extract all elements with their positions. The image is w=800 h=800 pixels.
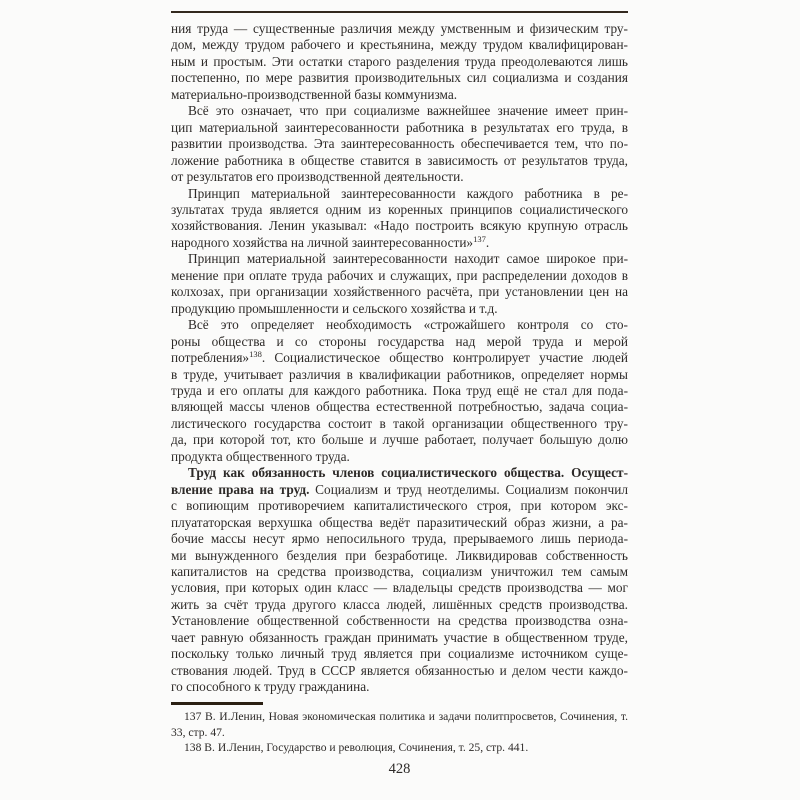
text-line bbox=[171, 136, 628, 152]
text-line bbox=[171, 449, 628, 465]
text-line bbox=[171, 613, 628, 629]
text-segment: труда и его оплаты для каждого работника. Пока труд ещё не стал для пода- bbox=[171, 382, 628, 398]
text-segment: го способного к труду гражданина. bbox=[171, 679, 370, 695]
text-line bbox=[171, 169, 628, 185]
text-line bbox=[171, 531, 628, 547]
text-segment: дом, между трудом рабочего и крестьянина, между трудом квалифицирован- bbox=[171, 37, 628, 53]
text-line bbox=[171, 630, 628, 646]
text-line bbox=[171, 350, 628, 366]
text-segment: зультатах труда является одним из коренных принципов социалистического bbox=[171, 201, 628, 217]
text-line bbox=[171, 663, 628, 679]
text-line bbox=[171, 284, 628, 300]
text-line bbox=[171, 548, 628, 564]
text-line bbox=[171, 153, 628, 169]
text-segment: . bbox=[485, 234, 490, 250]
text-line bbox=[171, 383, 628, 399]
text-line bbox=[171, 564, 628, 580]
bold-run-in-heading: вление права на труд. bbox=[171, 481, 310, 497]
text-line bbox=[171, 498, 628, 514]
text-line bbox=[171, 432, 628, 448]
footnote-ref: 138 bbox=[249, 349, 262, 360]
text-line bbox=[171, 87, 628, 103]
body-text bbox=[171, 21, 628, 696]
text-line bbox=[171, 334, 628, 350]
text-line bbox=[171, 597, 628, 613]
text-line bbox=[171, 235, 628, 251]
paragraph bbox=[171, 103, 628, 185]
page-footer bbox=[171, 702, 628, 778]
text-segment: поскольку только личный труд является при социализме источником суще- bbox=[171, 646, 628, 662]
text-segment: Принцип материальной заинтересованности каждого работника в ре- bbox=[188, 185, 628, 201]
text-segment: в труде, учитывает различия в квалификации работников, определяет нормы bbox=[171, 366, 628, 382]
text-segment: менение при оплате труда рабочих и служащих, при распределении доходов в bbox=[171, 267, 628, 283]
page-number: 428 bbox=[388, 760, 411, 777]
text-segment: продукта общественного труда. bbox=[171, 448, 350, 464]
paragraph bbox=[171, 186, 628, 252]
text-line bbox=[171, 21, 628, 37]
text-line bbox=[171, 416, 628, 432]
text-line bbox=[171, 317, 628, 333]
text-segment: ми вынужденного безделия при безработице. Ликвидировав собственность bbox=[171, 547, 628, 563]
text-line bbox=[171, 399, 628, 415]
text-segment: развитии производства. Эта заинтересованность обеспечивается тем, что по- bbox=[171, 136, 628, 152]
text-line bbox=[171, 301, 628, 317]
text-line bbox=[171, 515, 628, 531]
text-line bbox=[171, 202, 628, 218]
text-segment: ным и простым. Эти остатки старого разделения труда преодолеваются лишь bbox=[171, 53, 628, 69]
text-column bbox=[171, 0, 628, 800]
text-segment: Установление общественной собственности на средства производства озна- bbox=[171, 613, 628, 629]
text-segment: материально-производственной базы коммунизма. bbox=[171, 86, 458, 102]
text-line bbox=[171, 465, 628, 481]
text-segment: Принцип материальной заинтересованности находит самое широкое при- bbox=[188, 251, 628, 267]
paragraph bbox=[171, 21, 628, 103]
paragraph bbox=[171, 251, 628, 317]
text-segment: цип материальной заинтересованности работника в результатах его труда, в bbox=[171, 119, 628, 135]
text-segment: колхозах, при организации хозяйственного расчёта, при установлении цен на bbox=[171, 284, 628, 300]
text-line bbox=[171, 103, 628, 119]
text-line bbox=[171, 218, 628, 234]
header-rule bbox=[171, 11, 628, 13]
text-segment: роны общества и со стороны государства над мерой труда и мерой bbox=[171, 333, 628, 349]
footnote-line: 138 В. И.Ленин, Государство и революция, Сочинения, т. 25, стр. 441. bbox=[184, 741, 529, 755]
text-line bbox=[171, 646, 628, 662]
text-line bbox=[171, 54, 628, 70]
text-segment: от результатов его производственной деятельности. bbox=[171, 169, 464, 185]
text-segment: ния труда — существенные различия между умственным и физическим тру- bbox=[171, 21, 628, 36]
text-line bbox=[171, 37, 628, 53]
text-segment: ложение работника в обществе ставится в зависимость от результатов труда, bbox=[171, 152, 628, 168]
text-segment: постепенно, по мере развития производительных сил социализма и создания bbox=[171, 70, 628, 86]
text-segment: с вопиющим противоречием капиталистического строя, при котором экс- bbox=[171, 498, 628, 514]
text-segment: продукцию промышленности и сельского хозяйства и т.д. bbox=[171, 300, 498, 316]
text-segment: Всё это означает, что при социализме важнейшее значение имеет прин- bbox=[188, 103, 628, 119]
text-segment: капиталистов на средства производства, социализм уничтожил тем самым bbox=[171, 563, 628, 579]
bold-run-in-heading: Труд как обязанность членов социалистического общества. Осущест- bbox=[188, 465, 628, 481]
footnote-rule bbox=[171, 702, 263, 705]
text-segment: народного хозяйства на личной заинтересованности» bbox=[171, 234, 474, 250]
footnote-ref: 137 bbox=[473, 233, 486, 244]
text-segment: листического государства состоит в такой организации общественного тру- bbox=[171, 415, 628, 431]
footnote-line: 137 В. И.Ленин, Новая экономическая политика и задачи политпросветов, Сочинения, т. bbox=[184, 710, 628, 723]
text-segment: Всё это определяет необходимость «строжайшего контроля со сто- bbox=[188, 317, 628, 333]
text-line bbox=[171, 251, 628, 267]
footnote-line: 33, стр. 47. bbox=[171, 725, 225, 739]
text-segment: ствования людей. Труд в СССР является обязанностью и делом чести каждо- bbox=[171, 662, 628, 678]
paragraph bbox=[171, 465, 628, 695]
text-line bbox=[171, 120, 628, 136]
text-line bbox=[171, 186, 628, 202]
text-line bbox=[171, 268, 628, 284]
text-segment: . Социалистическое общество контролирует участие людей bbox=[261, 350, 628, 366]
text-line bbox=[171, 70, 628, 86]
text-segment: потребления» bbox=[171, 350, 250, 366]
footnotes bbox=[171, 709, 628, 756]
text-line bbox=[171, 580, 628, 596]
text-segment: Социализм и труд неотделимы. Социализм покончил bbox=[309, 481, 628, 497]
text-segment: вляющей массы членов общества естественной потребностью, задача социа- bbox=[171, 399, 628, 415]
text-line bbox=[171, 367, 628, 383]
text-segment: жить за счёт труда другого класса людей, лишённых средств производства. bbox=[171, 596, 628, 612]
text-line bbox=[171, 482, 628, 498]
text-segment: хозяйствования. Ленин указывал: «Надо построить всякую крупную отрасль bbox=[171, 218, 628, 234]
paragraph bbox=[171, 317, 628, 465]
text-line bbox=[171, 679, 628, 695]
text-segment: да, при которой тот, кто больше и лучше работает, получает большую долю bbox=[171, 432, 628, 448]
text-segment: бочие массы несут ярмо непосильного труда, прерываемого лишь периода- bbox=[171, 531, 628, 547]
text-segment: плуататорская верхушка общества ведёт паразитический образ жизни, а ра- bbox=[171, 514, 628, 530]
text-segment: чает равную обязанность граждан принимать участие в общественном труде, bbox=[171, 629, 628, 645]
text-segment: условия, при которых один класс — владельцы средств производства — мог bbox=[171, 580, 628, 596]
